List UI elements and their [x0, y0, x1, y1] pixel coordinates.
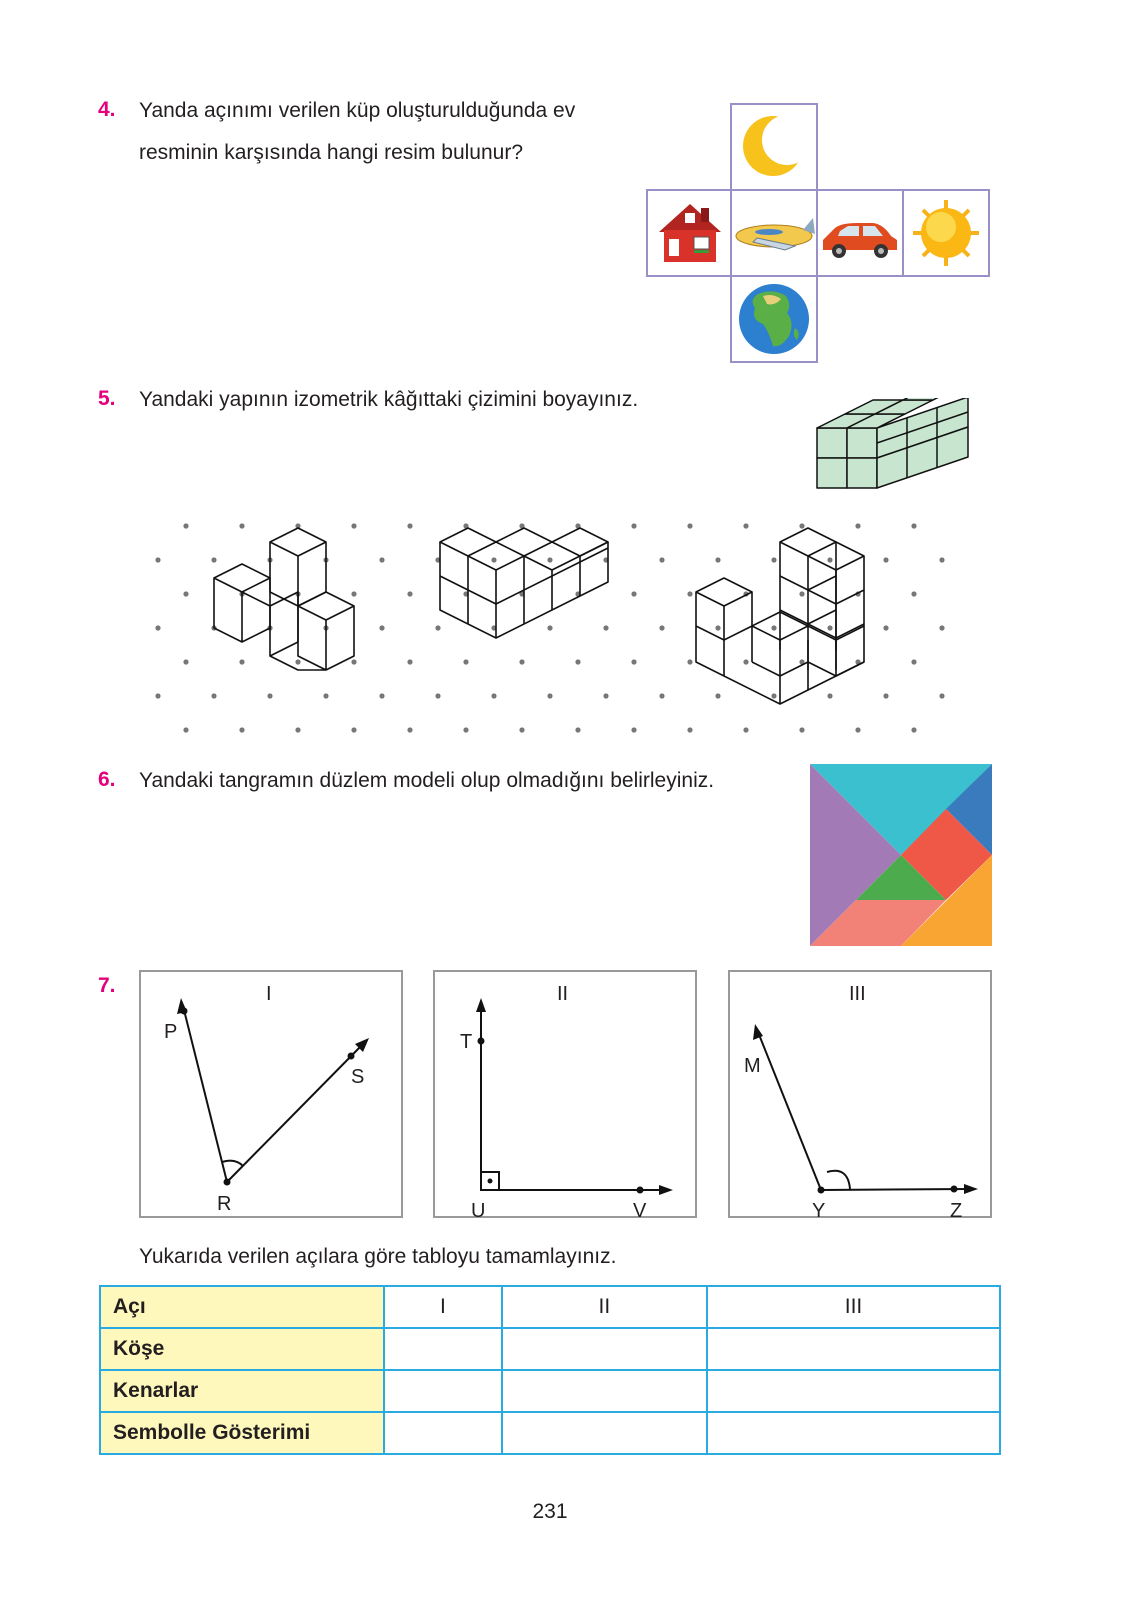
grid-dot	[939, 625, 944, 630]
table-cell[interactable]	[384, 1412, 502, 1454]
grid-dot	[771, 557, 776, 562]
grid-dot	[855, 523, 860, 528]
grid-dot	[155, 557, 160, 562]
angle-II-vertex-U: U	[471, 1200, 486, 1220]
table-row	[100, 1286, 1000, 1328]
grid-dot	[155, 625, 160, 630]
angle-III-vertex-Y: Y	[812, 1200, 826, 1220]
isometric-drawing-2	[440, 528, 608, 638]
table-row	[100, 1412, 1000, 1454]
grid-dot	[939, 557, 944, 562]
angle-II-point-V: V	[633, 1200, 647, 1220]
grid-dot	[631, 659, 636, 664]
question-4-number: 4.	[98, 98, 116, 121]
angle-box-III	[728, 970, 992, 1220]
grid-dot	[239, 659, 244, 664]
isometric-drawing-1	[214, 528, 354, 670]
grid-dot	[407, 523, 412, 528]
angle-II-title: II	[557, 983, 569, 1005]
grid-dot	[239, 523, 244, 528]
grid-dot	[351, 727, 356, 732]
grid-dot	[379, 693, 384, 698]
table-cell[interactable]	[502, 1328, 707, 1370]
table-row-label: Sembolle Gösterimi	[100, 1412, 384, 1454]
grid-dot	[547, 557, 552, 562]
grid-dot	[407, 591, 412, 596]
earth-icon	[739, 284, 809, 354]
grid-dot	[631, 591, 636, 596]
grid-dot	[827, 693, 832, 698]
angle-table	[99, 1285, 1001, 1455]
grid-dot	[827, 557, 832, 562]
question-4-line2: resminin karşısında hangi resim bulunur?	[139, 141, 524, 164]
grid-dot	[687, 727, 692, 732]
table-cell: II	[502, 1286, 707, 1328]
grid-dot	[603, 693, 608, 698]
grid-dot	[211, 693, 216, 698]
grid-dot	[687, 659, 692, 664]
grid-dot	[659, 625, 664, 630]
angle-III-title: III	[849, 983, 866, 1005]
table-cell[interactable]	[502, 1370, 707, 1412]
grid-dot	[183, 591, 188, 596]
grid-dot	[911, 659, 916, 664]
table-cell[interactable]	[707, 1370, 1000, 1412]
angle-III-point-Z: Z	[950, 1200, 963, 1220]
grid-dot	[799, 591, 804, 596]
grid-dot	[379, 557, 384, 562]
grid-dot	[463, 727, 468, 732]
grid-dot	[519, 659, 524, 664]
grid-dot	[519, 727, 524, 732]
grid-dot	[211, 557, 216, 562]
table-cell[interactable]	[384, 1328, 502, 1370]
grid-dot	[939, 693, 944, 698]
grid-dot	[827, 625, 832, 630]
table-cell: III	[707, 1286, 1000, 1328]
grid-dot	[435, 625, 440, 630]
grid-dot	[603, 625, 608, 630]
grid-dot	[687, 523, 692, 528]
grid-dot	[631, 727, 636, 732]
grid-dot	[743, 523, 748, 528]
grid-dot	[743, 659, 748, 664]
grid-dot	[575, 727, 580, 732]
grid-dot	[715, 625, 720, 630]
cube-structure-model	[815, 398, 1000, 518]
question-4-text	[139, 90, 575, 174]
table-cell[interactable]	[384, 1370, 502, 1412]
grid-dot	[575, 659, 580, 664]
angle-II-point-T: T	[460, 1031, 473, 1053]
grid-dot	[547, 693, 552, 698]
isometric-dot-paper	[140, 520, 970, 735]
grid-dot	[883, 625, 888, 630]
grid-dot	[883, 557, 888, 562]
grid-dot	[351, 523, 356, 528]
grid-dot	[659, 557, 664, 562]
grid-dot	[799, 727, 804, 732]
grid-dot	[771, 693, 776, 698]
grid-dot	[155, 693, 160, 698]
grid-dot	[883, 693, 888, 698]
grid-dot	[771, 625, 776, 630]
grid-dot	[183, 523, 188, 528]
angle-box-I	[139, 970, 403, 1220]
grid-dot	[183, 727, 188, 732]
angle-box-II	[433, 970, 697, 1220]
grid-dot	[323, 693, 328, 698]
grid-dot	[295, 659, 300, 664]
angle-I-vertex-R: R	[217, 1193, 232, 1215]
grid-dot	[351, 659, 356, 664]
question-5-text: Yandaki yapının izometrik kâğıttaki çizimini boyayınız.	[139, 388, 639, 411]
grid-dot	[743, 727, 748, 732]
question-7-instruction: Yukarıda verilen açılara göre tabloyu tamamlayınız.	[139, 1245, 617, 1268]
grid-dot	[911, 591, 916, 596]
question-4-line1: Yanda açınımı verilen küp oluşturulduğunda ev	[139, 99, 576, 122]
grid-dot	[687, 591, 692, 596]
table-cell: I	[384, 1286, 502, 1328]
isometric-drawing-3	[696, 528, 864, 704]
grid-dot	[407, 659, 412, 664]
question-7-number: 7.	[98, 974, 116, 997]
angle-I-title: I	[266, 983, 272, 1005]
grid-dot	[491, 557, 496, 562]
table-row-label: Köşe	[100, 1328, 384, 1370]
question-5-number: 5.	[98, 387, 116, 410]
table-row	[100, 1370, 1000, 1412]
grid-dot	[715, 693, 720, 698]
grid-dot	[911, 727, 916, 732]
cube-net	[645, 100, 1005, 368]
grid-dot	[267, 693, 272, 698]
grid-dot	[547, 625, 552, 630]
grid-dot	[659, 693, 664, 698]
grid-dot	[631, 523, 636, 528]
table-row-label: Açı	[100, 1286, 384, 1328]
tangram	[810, 764, 994, 948]
grid-dot	[239, 727, 244, 732]
grid-dot	[911, 523, 916, 528]
question-6-number: 6.	[98, 768, 116, 791]
angle-III-point-M: M	[744, 1055, 761, 1077]
grid-dot	[435, 693, 440, 698]
grid-dot	[463, 659, 468, 664]
table-cell[interactable]	[707, 1412, 1000, 1454]
angle-I-point-S: S	[351, 1066, 365, 1088]
table-row	[100, 1328, 1000, 1370]
page-number: 231	[532, 1500, 568, 1523]
grid-dot	[295, 727, 300, 732]
grid-dot	[351, 591, 356, 596]
grid-dot	[407, 727, 412, 732]
grid-dot	[491, 693, 496, 698]
table-cell[interactable]	[502, 1412, 707, 1454]
table-cell[interactable]	[707, 1328, 1000, 1370]
grid-dot	[715, 557, 720, 562]
grid-dot	[855, 727, 860, 732]
grid-dot	[799, 523, 804, 528]
table-row-label: Kenarlar	[100, 1370, 384, 1412]
grid-dot	[379, 625, 384, 630]
question-6-text: Yandaki tangramın düzlem modeli olup olmadığını belirleyiniz.	[139, 769, 715, 792]
angle-I-point-P: P	[164, 1021, 178, 1043]
grid-dot	[183, 659, 188, 664]
